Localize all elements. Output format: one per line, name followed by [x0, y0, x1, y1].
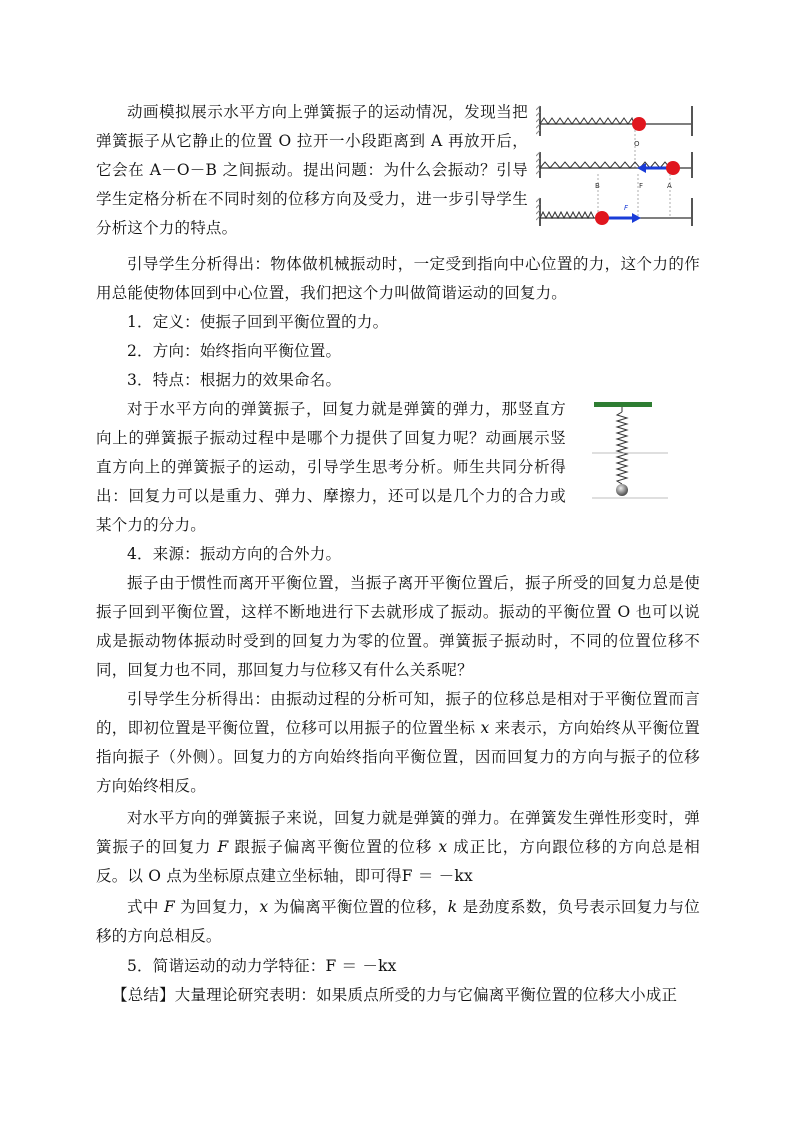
spring-row-1 [536, 106, 692, 136]
text-segment: 为回复力， [174, 898, 260, 916]
label-F-upper: F [639, 182, 644, 190]
text-segment: 来表示，方向始终从平衡位置指向振子（外侧）。回复力的方向始终指向平衡位置，因而回复力的方向与振子的位移方向始终相反。 [96, 719, 700, 795]
variable-F: F [217, 838, 229, 856]
ball-icon [666, 161, 680, 175]
variable-x: x [480, 719, 490, 737]
list-item-source: 4．来源：振动方向的合外力。 [127, 545, 342, 563]
ball-icon [632, 117, 646, 131]
label-B: B [595, 182, 600, 190]
list-item-dynamic-feature: 5．简谐运动的动力学特征：F ＝ －kx [127, 957, 397, 975]
list-item-definition: 1．定义：使振子回到平衡位置的力。 [127, 313, 389, 331]
paragraph-summary: 【总结】大量理论研究表明：如果质点所受的力与它偏离平衡位置的位移大小成正 [112, 986, 678, 1004]
spring-row-3 [536, 198, 692, 226]
horizontal-spring-figure [536, 100, 698, 230]
text-segment: 式中 [127, 898, 164, 916]
label-O: O [634, 140, 640, 148]
list-item-feature: 3．特点：根据力的效果命名。 [127, 371, 342, 389]
text-segment: 成正比，方向跟位移的方向总是相反。以 O 点为坐标原点建立坐标轴，即可得F ＝ －kx [96, 838, 701, 885]
text-segment: 跟振子偏离平衡位置的位移 [228, 838, 439, 856]
variable-x: x [259, 898, 269, 916]
paragraph-intro: 动画模拟展示水平方向上弹簧振子的运动情况，发现当把弹簧振子从它静止的位置 O 拉开一小段距离到 A 再放开后，它会在 A－O－B 之间振动。提出问题：为什么会振动？引导学生定格分析在不同时刻的位移方向及受力，进一步引导学生分析这个力的特点。 [96, 103, 528, 237]
spring-row-2 [536, 152, 692, 178]
paragraph-formula-explanation [96, 893, 700, 951]
label-A: A [667, 182, 672, 190]
text-segment: 对水平方向的弹簧振子来说，回复力就是弹簧的弹力。在弹簧发生弹性形变时，弹簧振子的回复力 [96, 809, 700, 856]
paragraph-displacement [96, 685, 700, 801]
text-segment: 是劲度系数，负号表示回复力与位移的方向总相反。 [96, 898, 700, 945]
paragraph-spring-force [96, 804, 700, 891]
vertical-spring-figure [592, 400, 670, 504]
list-item-direction: 2．方向：始终指向平衡位置。 [127, 342, 342, 360]
label-F-lower: F [624, 204, 629, 212]
variable-x: x [438, 838, 448, 856]
ceiling-icon [594, 402, 652, 407]
paragraph-inertia: 振子由于惯性而离开平衡位置，当振子离开平衡位置后，振子所受的回复力总是使振子回到平衡位置，这样不断地进行下去就形成了振动。振动的平衡位置 O 也可以说成是振动物体振动时受到的回复力为零的位置。弹簧振子振动时，不同的位置位移不同，回复力也不同，那回复力与位移又有什么关系呢？ [96, 574, 700, 679]
ball-icon [595, 211, 609, 225]
paragraph-vertical-spring: 对于水平方向的弹簧振子，回复力就是弹簧的弹力，那竖直方向上的弹簧振子振动过程中是哪个力提供了回复力呢？动画展示竖直方向上的弹簧振子的运动，引导学生思考分析。师生共同分析得出：回复力可以是重力、弹力、摩擦力，还可以是几个力的合力或某个力的分力。 [96, 400, 566, 534]
ball-icon [616, 484, 628, 496]
paragraph-conclusion: 引导学生分析得出：物体做机械振动时，一定受到指向中心位置的力，这个力的作用总能使物体回到中心位置，我们把这个力叫做简谐运动的回复力。 [96, 255, 700, 302]
text-segment: 引导学生分析得出：由振动过程的分析可知，振子的位移总是相对于平衡位置而言的，即初位置是平衡位置，位移可以用振子的位置坐标 [96, 690, 700, 737]
variable-k: k [447, 898, 458, 916]
text-segment: 为偏离平衡位置的位移， [268, 898, 448, 916]
variable-F: F [163, 898, 175, 916]
